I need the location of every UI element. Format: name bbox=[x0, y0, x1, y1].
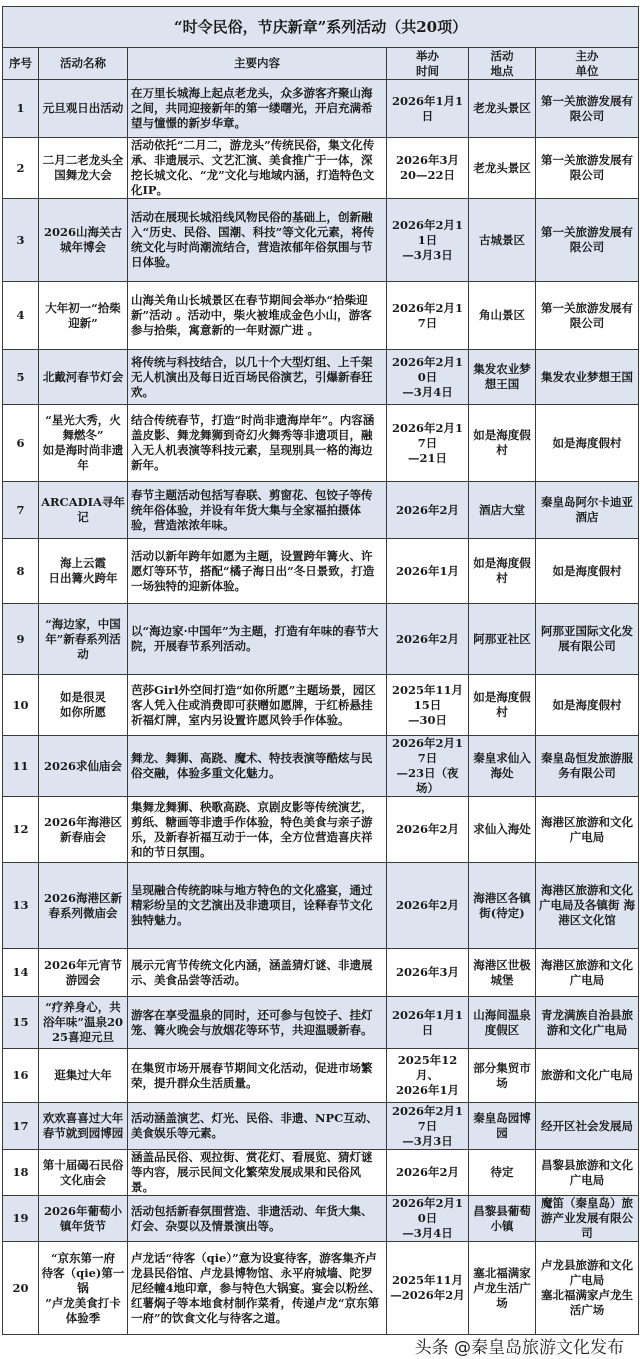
activity-place: 阿那亚社区 bbox=[469, 604, 536, 675]
activity-place: 秦皇岛园博园 bbox=[469, 1103, 536, 1150]
activity-time: 2026年2月17日 —23日（夜场） bbox=[387, 736, 469, 797]
activities-table bbox=[2, 6, 639, 1335]
activity-place: 如是海度假村 bbox=[469, 539, 536, 604]
activity-name: 北戴河春节灯会 bbox=[39, 350, 128, 405]
header-content: 主要内容 bbox=[128, 48, 387, 80]
activity-name: “京东第一府 待客（qie)第一锅 ”卢龙美食打卡体验季 bbox=[39, 1242, 128, 1335]
activity-content: 呈现融合传统韵味与地方特色的文化盛宴，通过精彩纷呈的文艺演出及非遗项目，诠释春节文化独特魅力。 bbox=[128, 863, 387, 949]
activity-organizer: 阿那亚国际文化发展有限公司 bbox=[536, 604, 639, 675]
row-number: 16 bbox=[3, 1049, 39, 1103]
table-row bbox=[3, 1103, 639, 1150]
header-name: 活动名称 bbox=[39, 48, 128, 80]
table-title: “时令民俗，节庆新章”系列活动（共20项） bbox=[3, 7, 639, 48]
activity-time: 2026年2月10日 —3月4日 bbox=[387, 350, 469, 405]
row-number: 5 bbox=[3, 350, 39, 405]
activity-place: 塞北福满家卢龙生活广场 bbox=[469, 1242, 536, 1335]
activity-name: 2026年元宵节游园会 bbox=[39, 949, 128, 997]
activity-place: 部分集贸市场 bbox=[469, 1049, 536, 1103]
activity-time: 2025年11月15日 —30日 bbox=[387, 675, 469, 736]
activity-place: 如是海度假村 bbox=[469, 675, 536, 736]
activity-time: 2026年1月1日 bbox=[387, 997, 469, 1049]
activity-content: 以“海边家·中国年”为主题，打造有年味的春节大院，开展春节系列活动。 bbox=[128, 604, 387, 675]
table-row bbox=[3, 1196, 639, 1242]
activity-content: 在万里长城海上起点老龙头，众多游客齐聚山海之间，共同迎接新年的第一缕曙光，开启充满希望与憧憬的新岁华章。 bbox=[128, 80, 387, 138]
activity-time: 2025年12月、 2026年1月 bbox=[387, 1049, 469, 1103]
header-no: 序号 bbox=[3, 48, 39, 80]
activity-name: 欢欢喜喜过大年春节就到园博园 bbox=[39, 1103, 128, 1150]
activity-name: ARCADIA寻年记 bbox=[39, 482, 128, 539]
row-number: 10 bbox=[3, 675, 39, 736]
activity-organizer: 如是海度假村 bbox=[536, 405, 639, 482]
activity-time: 2026年3月 bbox=[387, 949, 469, 997]
activity-organizer: 卢龙县旅游和文化广电局 塞北福满家卢龙生活广场 bbox=[536, 1242, 639, 1335]
activity-organizer: 经开区社会发展局 bbox=[536, 1103, 639, 1150]
activity-name: 海上云霞 日出篝火跨年 bbox=[39, 539, 128, 604]
activity-name: “星光大秀，火舞燃冬” 如是海时尚非遗年 bbox=[39, 405, 128, 482]
activity-organizer: 秦皇岛阿尔卡迪亚酒店 bbox=[536, 482, 639, 539]
table-row bbox=[3, 1150, 639, 1196]
activity-place: 如是海度假村 bbox=[469, 405, 536, 482]
activity-place: 待定 bbox=[469, 1150, 536, 1196]
activity-content: 活动在展现长城沿线风物民俗的基础上，创新融入“历史、民俗、国潮、科技”等文化元素，将传统文化与时尚潮流结合，营造浓郁年俗氛围与节日体验。 bbox=[128, 199, 387, 282]
activity-name: 2026求仙庙会 bbox=[39, 736, 128, 797]
row-number: 1 bbox=[3, 80, 39, 138]
table-row bbox=[3, 482, 639, 539]
row-number: 8 bbox=[3, 539, 39, 604]
activity-organizer: 青龙满族自治县旅游和文化广电局 bbox=[536, 997, 639, 1049]
activity-content: 集舞龙舞狮、秧歌高跷、京剧皮影等传统演艺，剪纸、糖画等非遗手作体验，特色美食与亲子游乐，及新春祈福互动于一体，全方位营造喜庆祥和的节日氛围。 bbox=[128, 797, 387, 863]
activity-place: 老龙头景区 bbox=[469, 138, 536, 199]
table-row bbox=[3, 604, 639, 675]
activity-organizer: 如是海度假村 bbox=[536, 539, 639, 604]
activity-content: 活动包括新春氛围营造、非遗活动、年货大集、灯会、杂耍以及情景演出等。 bbox=[128, 1196, 387, 1242]
activity-name: 2026年海港区新春庙会 bbox=[39, 797, 128, 863]
activity-organizer: 昌黎县旅游和文化广电局 bbox=[536, 1150, 639, 1196]
activity-content: 山海关角山长城景区在春节期间会举办“拾柴迎新”活动 。活动中，柴火被堆成金色小山，游客参与拾柴，寓意新的一年财源广进 。 bbox=[128, 282, 387, 350]
activity-content: 春节主题活动包括写春联、剪窗花、包饺子等传统年俗体验，并设有年货大集与全家福拍摄体验，营造浓浓年味。 bbox=[128, 482, 387, 539]
activity-time: 2026年2月11日 —3月3日 bbox=[387, 199, 469, 282]
row-number: 11 bbox=[3, 736, 39, 797]
activity-time: 2025年11月 —2026年2月 bbox=[387, 1242, 469, 1335]
table-row bbox=[3, 1049, 639, 1103]
row-number: 13 bbox=[3, 863, 39, 949]
activity-place: 山海间温泉度假区 bbox=[469, 997, 536, 1049]
activity-place: 求仙入海处 bbox=[469, 797, 536, 863]
row-number: 15 bbox=[3, 997, 39, 1049]
row-number: 17 bbox=[3, 1103, 39, 1150]
watermark: 头条 @秦皇岛旅游文化发布 bbox=[414, 1338, 624, 1358]
activity-time: 2026年2月17日 bbox=[387, 282, 469, 350]
activity-place: 酒店大堂 bbox=[469, 482, 536, 539]
activity-organizer: 如是海度假村 bbox=[536, 675, 639, 736]
activity-place: 角山景区 bbox=[469, 282, 536, 350]
row-number: 19 bbox=[3, 1196, 39, 1242]
activity-place: 昌黎县葡萄小镇 bbox=[469, 1196, 536, 1242]
table-row bbox=[3, 282, 639, 350]
activity-time: 2026年2月 bbox=[387, 797, 469, 863]
row-number: 18 bbox=[3, 1150, 39, 1196]
activity-content: 活动以新年跨年如愿为主题，设置跨年篝火、许愿灯等环节，搭配“橘子海日出”冬日景致，打造一场独特的迎新体验。 bbox=[128, 539, 387, 604]
activity-name: 如是很灵 如你所愿 bbox=[39, 675, 128, 736]
activity-content: 游客在享受温泉的同时，还可参与包饺子、挂灯笼、篝火晚会与放烟花等环节，共迎温暖新春。 bbox=[128, 997, 387, 1049]
activity-content: 活动依托“二月二，游龙头”传统民俗，集文化传承、非遗展示、文艺汇演、美食推广于一体，深挖长城文化、“龙”文化与地域内涵，打造特色文化IP。 bbox=[128, 138, 387, 199]
table-row bbox=[3, 997, 639, 1049]
table-row bbox=[3, 350, 639, 405]
activity-name: 2026山海关古城年博会 bbox=[39, 199, 128, 282]
activity-place: 古城景区 bbox=[469, 199, 536, 282]
activity-time: 2026年1月1日 bbox=[387, 80, 469, 138]
row-number: 9 bbox=[3, 604, 39, 675]
activity-name: 元旦观日出活动 bbox=[39, 80, 128, 138]
activity-time: 2026年2月 bbox=[387, 1150, 469, 1196]
activity-organizer: 集发农业梦想王国 bbox=[536, 350, 639, 405]
activity-organizer: 秦皇岛恒发旅游服务有限公司 bbox=[536, 736, 639, 797]
activity-content: 在集贸市场开展春节期间文化活动，促进市场繁荣，提升群众生活质量。 bbox=[128, 1049, 387, 1103]
activity-place: 集发农业梦想王国 bbox=[469, 350, 536, 405]
activity-content: 结合传统春节，打造“时尚非遗海岸年”。内容涵盖皮影、舞龙舞狮到奇幻火舞秀等非遗项目，融入无人机表演等科技元素，呈现别具一格的海边新年。 bbox=[128, 405, 387, 482]
activity-organizer: 魔笛（秦皇岛）旅游产业发展有限公司 bbox=[536, 1196, 639, 1242]
row-number: 6 bbox=[3, 405, 39, 482]
header-place: 活动 地点 bbox=[469, 48, 536, 80]
header-organizer: 主办 单位 bbox=[536, 48, 639, 80]
activity-name: 二月二老龙头全国舞龙大会 bbox=[39, 138, 128, 199]
row-number: 20 bbox=[3, 1242, 39, 1335]
activity-time: 2026年2月 bbox=[387, 863, 469, 949]
row-number: 7 bbox=[3, 482, 39, 539]
activity-name: “疗养身心，共浴年味”温泉2025喜迎元旦 bbox=[39, 997, 128, 1049]
activity-place: 秦皇求仙入海处 bbox=[469, 736, 536, 797]
activity-name: 大年初一“拾柴迎新” bbox=[39, 282, 128, 350]
activity-time: 2026年2月17日 —21日 bbox=[387, 405, 469, 482]
activity-content: 将传统与科技结合，以几十个大型灯组、上千架无人机演出及每日近百场民俗演艺，引爆新春狂欢。 bbox=[128, 350, 387, 405]
activity-place: 海港区各镇街(待定) bbox=[469, 863, 536, 949]
header-time: 举办 时间 bbox=[387, 48, 469, 80]
activity-content: 活动涵盖演艺、灯光、民俗、非遗、NPC互动、美食娱乐等元素。 bbox=[128, 1103, 387, 1150]
activity-content: 舞龙、舞狮、高跷、魔术、特技表演等酷炫与民俗交融，体验多重文化魅力。 bbox=[128, 736, 387, 797]
activity-content: 展示元宵节传统文化内涵，涵盖猜灯谜、非遗展示、美食品尝等活动。 bbox=[128, 949, 387, 997]
activity-name: 逛集过大年 bbox=[39, 1049, 128, 1103]
table-row bbox=[3, 138, 639, 199]
activity-organizer: 第一关旅游发展有限公司 bbox=[536, 138, 639, 199]
table-row bbox=[3, 405, 639, 482]
activity-content: 卢龙话“待客（qie）”意为设宴待客，游客集齐卢龙县民俗馆、卢龙县博物馆、永平府城墙、陀罗尼经幢4地印章，参与特色大锅宴。宴会以粉丝、红薯焖子等本地食材制作菜肴，传递卢龙“京东第一府”的饮食文化与待客之道。 bbox=[128, 1242, 387, 1335]
activity-name: 第十届碣石民俗文化庙会 bbox=[39, 1150, 128, 1196]
activity-time: 2026年2月10日 —3月4日 bbox=[387, 1196, 469, 1242]
activity-content: 芭莎Girl外空间打造“如你所愿”主题场景，园区客人凭入住或消费即可获赠如愿牌，于红桥悬挂祈福灯牌，室内另设置许愿风铃手作体验。 bbox=[128, 675, 387, 736]
activity-place: 海港区世极城堡 bbox=[469, 949, 536, 997]
activity-time: 2026年2月 bbox=[387, 604, 469, 675]
activity-name: 2026年葡萄小镇年货节 bbox=[39, 1196, 128, 1242]
activity-organizer: 第一关旅游发展有限公司 bbox=[536, 282, 639, 350]
activity-time: 2026年2月17日 —3月3日 bbox=[387, 1103, 469, 1150]
row-number: 14 bbox=[3, 949, 39, 997]
activity-organizer: 海港区旅游和文化广电局及各镇街 海港区文化馆 bbox=[536, 863, 639, 949]
activity-organizer: 第一关旅游发展有限公司 bbox=[536, 80, 639, 138]
activity-organizer: 旅游和文化广电局 bbox=[536, 1049, 639, 1103]
table-row bbox=[3, 736, 639, 797]
row-number: 3 bbox=[3, 199, 39, 282]
table-row bbox=[3, 539, 639, 604]
table-row bbox=[3, 80, 639, 138]
activity-time: 2026年2月 bbox=[387, 482, 469, 539]
table-row bbox=[3, 675, 639, 736]
table-row bbox=[3, 797, 639, 863]
activity-organizer: 海港区旅游和文化广电局 bbox=[536, 949, 639, 997]
table-row bbox=[3, 863, 639, 949]
table-row bbox=[3, 199, 639, 282]
row-number: 12 bbox=[3, 797, 39, 863]
activity-organizer: 第一关旅游发展有限公司 bbox=[536, 199, 639, 282]
row-number: 2 bbox=[3, 138, 39, 199]
activity-name: 2026海港区新春系列微庙会 bbox=[39, 863, 128, 949]
activity-place: 老龙头景区 bbox=[469, 80, 536, 138]
table-row bbox=[3, 1242, 639, 1335]
row-number: 4 bbox=[3, 282, 39, 350]
activity-organizer: 海港区旅游和文化广电局 bbox=[536, 797, 639, 863]
activity-content: 涵盖品民俗、观拉街、赏花灯、看展览、猜灯谜等内容，展示民间文化繁荣发展成果和民俗风景。 bbox=[128, 1150, 387, 1196]
activity-time: 2026年1月 bbox=[387, 539, 469, 604]
table-row bbox=[3, 949, 639, 997]
activity-time: 2026年3月 20—22日 bbox=[387, 138, 469, 199]
activity-name: “海边家，中国年”新春系列活动 bbox=[39, 604, 128, 675]
